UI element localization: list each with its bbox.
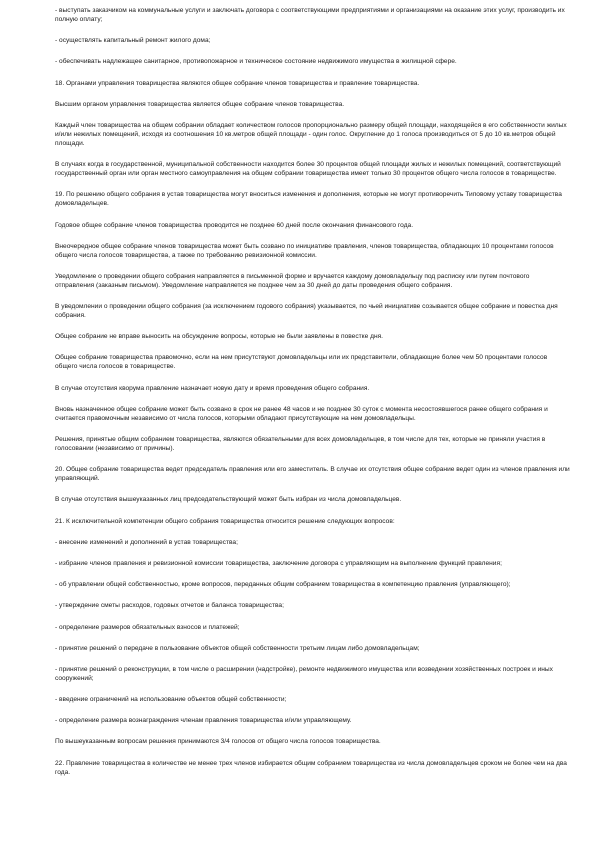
paragraph: Высшим органом управления товарищества является общее собрание членов товарищества. bbox=[55, 100, 345, 108]
paragraph: В уведомлении о проведении общего собрания (за исключением годового собрания) указывается, по чьей инициативе созывается общее собрание и повестка дня собрания. bbox=[55, 303, 558, 320]
paragraph: 21. К исключительной компетенции общего собрания товарищества относится решение следующих вопросов: bbox=[55, 517, 395, 525]
paragraph: - определение размера вознаграждения членам правления товарищества и/или управляющему. bbox=[55, 717, 352, 725]
paragraph: Вновь назначенное общее собрание может быть созвано в срок не ранее 48 часов и не позднее 30 суток с момента несостоявшегося ранее общего собрания и считается правомочным независимо от числа голосов, которыми обладают присутствующие на нем домовладельцы. bbox=[55, 405, 548, 422]
paragraph: - утверждение сметы расходов, годовых отчетов и баланса товарищества; bbox=[55, 602, 284, 610]
paragraph: 18. Органами управления товарищества являются общее собрание членов товарищества и правление товарищества. bbox=[55, 79, 420, 87]
paragraph: - внесение изменений и дополнений в устав товарищества; bbox=[55, 538, 238, 546]
paragraph: - принятие решений о реконструкции, в том числе о расширении (надстройке), ремонте недвижимого имущества или возведении хозяйственных построек и иных сооружений; bbox=[55, 665, 553, 682]
paragraph: Годовое общее собрание членов товарищества проводится не позднее 60 дней после окончания финансового года. bbox=[55, 221, 414, 229]
paragraph: - обеспечивать надлежащее санитарное, противопожарное и техническое состояние недвижимого имущества в жилищной сфере. bbox=[55, 58, 457, 66]
paragraph: 20. Общее собрание товарищества ведет председатель правления или его заместитель. В случае их отсутствия общее собрание ведет один из членов правления или управляющий. bbox=[55, 466, 570, 483]
paragraph: - об управлении общей собственностью, кроме вопросов, переданных общим собранием товарищества в компетенцию правления (управляющего); bbox=[55, 581, 511, 589]
paragraph: Общее собрание товарищества правомочно, если на нем присутствуют домовладельцы или их представители, обладающие более чем 50 процентами голосов общего числа голосов в товариществе. bbox=[55, 354, 548, 371]
paragraph: В случаях когда в государственной, муниципальной собственности находится более 30 процентов общей площади жилых и нежилых помещений, соответствующий государственный орган или орган местного самоуправления на общем собрании товарищества имеет только 30 процентов общего числа голосов в товариществе. bbox=[55, 161, 561, 178]
paragraph: Каждый член товарищества на общем собрании обладает количеством голосов пропорционально размеру общей площади, находящейся в его собственности жилых и/или нежилых помещений, исходя из соотношения 10 кв.метров общей площади - один голос. Округление до 1 голоса производиться от 5 до 10 кв.метров общей площади. bbox=[55, 121, 567, 147]
document-body bbox=[55, 6, 570, 789]
paragraph: Внеочередное общее собрание членов товарищества может быть созвано по инициативе правления, членов товарищества, обладающих 10 процентами голосов общего числа голосов товарищества, а также по требованию ревизионной комиссии. bbox=[55, 242, 554, 259]
paragraph: - осуществлять капитальный ремонт жилого дома; bbox=[55, 37, 211, 45]
paragraph: По вышеуказанным вопросам решения принимаются 3/4 голосов от общего числа голосов товарищества. bbox=[55, 738, 381, 746]
paragraph: В случае отсутствия кворума правление назначает новую дату и время проведения общего собрания. bbox=[55, 384, 370, 392]
paragraph: В случае отсутствия вышеуказанных лиц председательствующий может быть избран из числа домовладельцев. bbox=[55, 496, 402, 504]
paragraph: - принятие решений о передаче в пользование объектов общей собственности третьим лицам либо домовладельцам; bbox=[55, 644, 420, 652]
paragraph: Решения, принятые общим собранием товарищества, являются обязательными для всех домовладельцев, в том числе для тех, которые не приняли участия в голосовании (независимо от причины). bbox=[55, 436, 546, 452]
paragraph: Уведомление о проведении общего собрания направляется в письменной форме и вручается каждому домовладельцу под расписку или путем почтового отправления (заказным письмом). Уведомление направляется не позднее чем за 30 дней до даты проведения общего собрания. bbox=[55, 272, 530, 289]
paragraph: 19. По решению общего собрания в устав товарищества могут вноситься изменения и дополнения, которые не могут противоречить Типовому уставу товарищества домовладельцев. bbox=[55, 191, 562, 208]
paragraph: 22. Правление товарищества в количестве не менее трех членов избирается общим собранием товарищества из числа домовладельцев сроком не более чем на два года. bbox=[55, 759, 567, 776]
paragraph: Общее собрание не вправе выносить на обсуждение вопросы, которые не были заявлены в повестке дня. bbox=[55, 333, 384, 341]
paragraph: - введение ограничений на использование объектов общей собственности; bbox=[55, 696, 287, 704]
paragraph: - определение размеров обязательных взносов и платежей; bbox=[55, 623, 240, 631]
paragraph: - выступать заказчиком на коммунальные услуги и заключать договора с соответствующими предприятиями и организациями на оказание этих услуг, производить их полную оплату; bbox=[55, 7, 565, 23]
paragraph: - избрание членов правления и ревизионной комиссии товарищества, заключение договора с управляющим на выполнение функций правления; bbox=[55, 559, 502, 567]
